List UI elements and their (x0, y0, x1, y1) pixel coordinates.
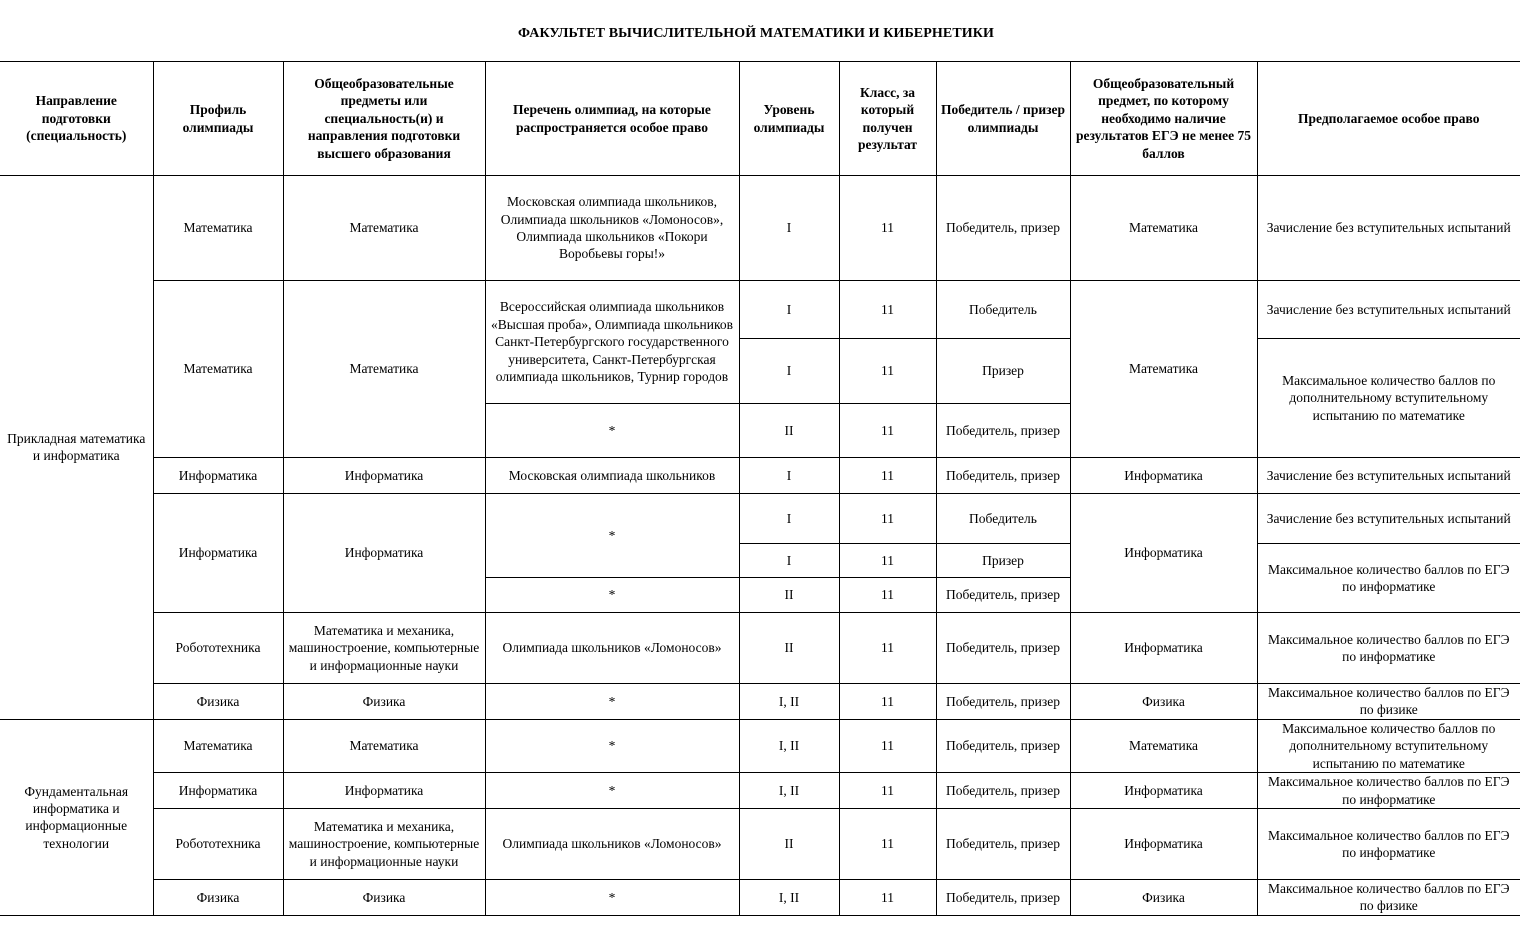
table-row (0, 281, 1520, 339)
table-row (0, 494, 1520, 544)
status-cell: Победитель, призер (936, 176, 1070, 281)
olympiad-cell: * (485, 880, 739, 916)
profile-cell: Математика (153, 281, 283, 458)
header-grade: Класс, за который получен результат (839, 62, 936, 176)
ege-subject-cell: Математика (1070, 719, 1257, 772)
grade-cell: 11 (839, 773, 936, 809)
subject-cell: Математика (283, 281, 485, 458)
right-cell: Зачисление без вступительных испытаний (1257, 494, 1520, 544)
grade-cell: 11 (839, 176, 936, 281)
profile-cell: Математика (153, 176, 283, 281)
profile-cell: Физика (153, 880, 283, 916)
grade-cell: 11 (839, 684, 936, 720)
ege-subject-cell: Информатика (1070, 773, 1257, 809)
grade-cell: 11 (839, 494, 936, 544)
ege-subject-cell: Математика (1070, 281, 1257, 458)
header-right: Предполагаемое особое право (1257, 62, 1520, 176)
olympiad-cell: * (485, 684, 739, 720)
olympiad-cell: * (485, 494, 739, 578)
table-row (0, 176, 1520, 281)
olympiad-cell: Всероссийская олимпиада школьников «Высшая проба», Олимпиада школьников Санкт-Петербургского государственного университета, Санкт-Петербургская олимпиада школьников, Турнир городов (485, 281, 739, 404)
subject-cell: Информатика (283, 458, 485, 494)
grade-cell: 11 (839, 719, 936, 772)
level-cell: II (739, 404, 839, 458)
header-direction: Направление подготовки (специальность) (0, 62, 153, 176)
level-cell: I (739, 339, 839, 404)
subject-cell: Информатика (283, 773, 485, 809)
right-cell: Зачисление без вступительных испытаний (1257, 176, 1520, 281)
subject-cell: Физика (283, 880, 485, 916)
ege-subject-cell: Информатика (1070, 613, 1257, 684)
header-status: Победитель / призер олимпиады (936, 62, 1070, 176)
right-cell: Максимальное количество баллов по ЕГЭ по информатике (1257, 809, 1520, 880)
level-cell: II (739, 809, 839, 880)
olympiad-cell: * (485, 773, 739, 809)
ege-subject-cell: Физика (1070, 684, 1257, 720)
subject-cell: Информатика (283, 494, 485, 613)
header-profile: Профиль олимпиады (153, 62, 283, 176)
table-row (0, 684, 1520, 720)
olympiad-cell: * (485, 578, 739, 613)
profile-cell: Робототехника (153, 809, 283, 880)
grade-cell: 11 (839, 809, 936, 880)
profile-cell: Математика (153, 719, 283, 772)
grade-cell: 11 (839, 544, 936, 578)
direction-fundamental: Фундаментальная информатика и информационные технологии (0, 719, 153, 915)
status-cell: Призер (936, 339, 1070, 404)
right-cell: Зачисление без вступительных испытаний (1257, 458, 1520, 494)
olympiad-cell: Московская олимпиада школьников, Олимпиада школьников «Ломоносов», Олимпиада школьников «Покори Воробьевы горы!» (485, 176, 739, 281)
ege-subject-cell: Информатика (1070, 494, 1257, 613)
profile-cell: Робототехника (153, 613, 283, 684)
level-cell: I (739, 176, 839, 281)
subject-cell: Математика (283, 176, 485, 281)
status-cell: Победитель, призер (936, 719, 1070, 772)
level-cell: I (739, 281, 839, 339)
right-cell: Зачисление без вступительных испытаний (1257, 281, 1520, 339)
table-row (0, 880, 1520, 916)
header-olympiads: Перечень олимпиад, на которые распространяется особое право (485, 62, 739, 176)
status-cell: Победитель, призер (936, 773, 1070, 809)
table-row (0, 613, 1520, 684)
profile-cell: Физика (153, 684, 283, 720)
table-row (0, 719, 1520, 772)
level-cell: I, II (739, 719, 839, 772)
profile-cell: Информатика (153, 458, 283, 494)
level-cell: II (739, 578, 839, 613)
status-cell: Победитель, призер (936, 458, 1070, 494)
level-cell: II (739, 613, 839, 684)
olympiad-cell: Московская олимпиада школьников (485, 458, 739, 494)
grade-cell: 11 (839, 339, 936, 404)
level-cell: I, II (739, 773, 839, 809)
right-cell: Максимальное количество баллов по дополнительному вступительному испытанию по математике (1257, 719, 1520, 772)
header-ege-subject: Общеобразовательный предмет, по которому необходимо наличие результатов ЕГЭ не менее 75 баллов (1070, 62, 1257, 176)
grade-cell: 11 (839, 578, 936, 613)
status-cell: Победитель, призер (936, 613, 1070, 684)
level-cell: I (739, 544, 839, 578)
olympiad-cell: Олимпиада школьников «Ломоносов» (485, 809, 739, 880)
status-cell: Победитель, призер (936, 684, 1070, 720)
ege-subject-cell: Информатика (1070, 458, 1257, 494)
right-cell: Максимальное количество баллов по ЕГЭ по информатике (1257, 544, 1520, 613)
subject-cell: Математика и механика, машиностроение, компьютерные и информационные науки (283, 613, 485, 684)
olympiad-table (0, 61, 1520, 916)
level-cell: I (739, 458, 839, 494)
right-cell: Максимальное количество баллов по ЕГЭ по информатике (1257, 613, 1520, 684)
status-cell: Победитель, призер (936, 578, 1070, 613)
right-cell: Максимальное количество баллов по ЕГЭ по информатике (1257, 773, 1520, 809)
right-cell: Максимальное количество баллов по дополнительному вступительному испытанию по математике (1257, 339, 1520, 458)
status-cell: Победитель, призер (936, 404, 1070, 458)
direction-applied: Прикладная математика и информатика (0, 176, 153, 720)
right-cell: Максимальное количество баллов по ЕГЭ по физике (1257, 684, 1520, 720)
grade-cell: 11 (839, 613, 936, 684)
right-cell: Максимальное количество баллов по ЕГЭ по физике (1257, 880, 1520, 916)
olympiad-cell: Олимпиада школьников «Ломоносов» (485, 613, 739, 684)
ege-subject-cell: Математика (1070, 176, 1257, 281)
level-cell: I, II (739, 880, 839, 916)
header-subjects: Общеобразовательные предметы или специальность(и) и направления подготовки высшего образования (283, 62, 485, 176)
ege-subject-cell: Информатика (1070, 809, 1257, 880)
ege-subject-cell: Физика (1070, 880, 1257, 916)
status-cell: Победитель (936, 494, 1070, 544)
grade-cell: 11 (839, 281, 936, 339)
page-title: ФАКУЛЬТЕТ ВЫЧИСЛИТЕЛЬНОЙ МАТЕМАТИКИ И КИБЕРНЕТИКИ (518, 26, 994, 41)
olympiad-cell: * (485, 719, 739, 772)
subject-cell: Физика (283, 684, 485, 720)
table-row (0, 809, 1520, 880)
grade-cell: 11 (839, 880, 936, 916)
subject-cell: Математика (283, 719, 485, 772)
header-level: Уровень олимпиады (739, 62, 839, 176)
olympiad-cell: * (485, 404, 739, 458)
table-row (0, 773, 1520, 809)
profile-cell: Информатика (153, 773, 283, 809)
level-cell: I, II (739, 684, 839, 720)
level-cell: I (739, 494, 839, 544)
status-cell: Победитель (936, 281, 1070, 339)
grade-cell: 11 (839, 404, 936, 458)
status-cell: Призер (936, 544, 1070, 578)
table-row (0, 458, 1520, 494)
grade-cell: 11 (839, 458, 936, 494)
status-cell: Победитель, призер (936, 880, 1070, 916)
subject-cell: Математика и механика, машиностроение, компьютерные и информационные науки (283, 809, 485, 880)
profile-cell: Информатика (153, 494, 283, 613)
status-cell: Победитель, призер (936, 809, 1070, 880)
header-row (0, 62, 1520, 176)
